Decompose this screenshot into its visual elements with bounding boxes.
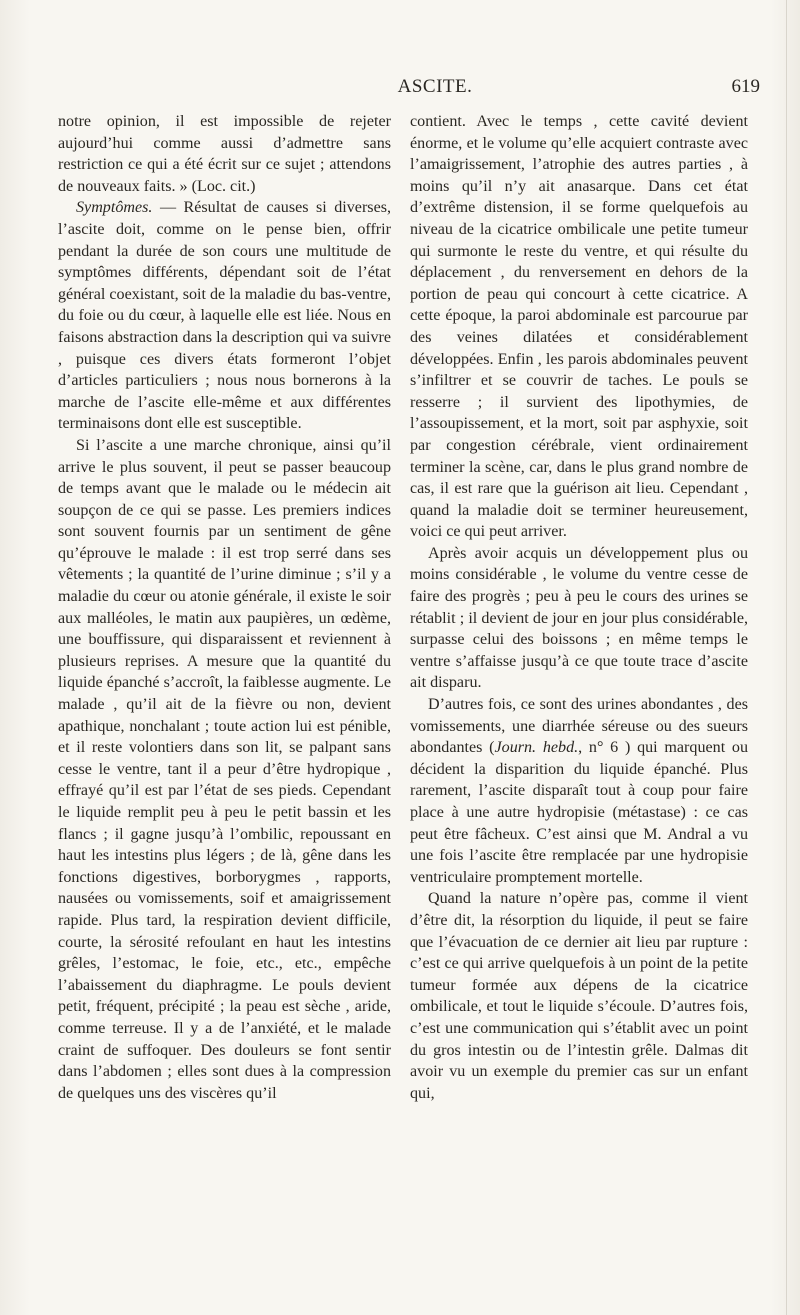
right-column [410,111,748,1104]
citation: Journ. hebd. [494,739,579,757]
paragraph: Quand la nature n’opère pas, comme il vient d’être dit, la résorption du liquide, il peut se faire que l’évacuation de ce dernier ait lieu par rupture : c’est ce qui arrive quelquefois à un point de la petite tumeur formée aux dépens de la cicatrice ombilicale, et tout le liquide s’écoule. D’autres fois, c’est une communication qui s’établit avec un point du gros intestin ou de l’intestin grêle. Dalmas dit avoir vu un exemple du premier cas sur un enfant qui, [410,890,748,1102]
paragraph-text: D’autres fois, ce sont des urines abondantes , des vomissements, une diarrhée séreuse ou des sueurs abondantes ( [410,696,748,757]
section-label: Symptômes. [76,199,153,217]
paragraph: notre opinion, il est impossible de rejeter aujourd’hui comme aussi d’admettre sans restriction ce qui a été écrit sur ce sujet ; attendons de nouveaux faits. » (Loc. cit.) [58,113,391,195]
paragraph: contient. Avec le temps , cette cavité devient énorme, et le volume qu’elle acquiert contraste avec l’amaigrissement, l’atrophie des autres parties , à moins qu’il n’y ait anasarque. Dans cet état d’extrême distension, il se forme quelquefois au niveau de la cicatrice ombilicale une petite tumeur qui surmonte le reste du ventre, et qui résulte du déplacement , du renversement en dehors de la portion de peau qui concourt à cette cicatrice. A cette époque, la paroi abdominale est parcourue par des veines dilatées et considérablement développées. Enfin , les parois abdominales peuvent s’infiltrer et se couvrir de taches. Le pouls se resserre ; il survient des lipothymies, de l’assoupissement, et la mort, soit par asphyxie, soit par congestion cérébrale, vient ordinairement terminer la scène, car, dans le plus grand nombre de cas, il est rare que la guérison ait lieu. Cependant , quand la maladie doit se terminer heureusement, voici ce qui peut arriver. [410,113,748,541]
paragraph-symptoms [58,197,391,435]
paragraph: Si l’ascite a une marche chronique, ainsi qu’il arrive le plus souvent, il peut se passer beaucoup de temps avant que le malade ou le médecin ait soupçon de ce qui se passe. Les premiers indices sont souvent fournis par un sentiment de gêne qu’éprouve le malade : il est trop serré dans ses vêtements ; la quantité de l’urine diminue ; s’il y a maladie du cœur ou atonie générale, il existe le soir aux malléoles, le matin aux paupières, un œdème, une bouffissure, qui disparaissent et reviennent à plusieurs reprises. A mesure que la quantité du liquide épanché s’accroît, la faiblesse augmente. Le malade , qu’il ait de la fièvre ou non, devient apathique, nonchalant ; toute action lui est pénible, et il reste volontiers dans son lit, se palpant sans cesse le ventre, tant il a peur d’être hydropique , effrayé qu’il est par l’état de ses pieds. Cependant le liquide remplit peu à peu le petit bassin et les flancs ; il gagne jusqu’à l’ombilic, repoussant en haut les intestins plus légers ; de là, gêne dans les fonctions digestives, borborygmes , rapports, nausées ou vomissements, soif et amaigrissement rapide. Plus tard, la respiration devient difficile, courte, la sérosité refoulant en haut les intestins grêles, l’estomac, le foie, etc., etc., empêche l’abaissement du diaphragme. Le pouls devient petit, fréquent, précipité ; la peau est sèche , aride, comme terreuse. Il y a de l’anxiété, et le malade craint de suffoquer. Des douleurs se font sentir dans l’abdomen ; elles sont dues à la compression de quelques uns des viscères qu’il [58,436,391,1102]
page-number: 619 [731,76,760,97]
left-column [58,111,391,1104]
paragraph-text: , n° 6 ) qui marquent ou décident la disparition du liquide épanché. Plus rarement, l’ascite disparaît tout à coup pour faire place à une autre hydropisie (métastase) : ce cas peut être fâcheux. C’est ainsi que M. Andral a vu une fois l’ascite être remplacée par une hydropisie ventriculaire promptement mortelle. [410,739,749,886]
paragraph: Après avoir acquis un développement plus ou moins considérable , le volume du ventre cesse de faire des progrès ; peu à peu le cours des urines se rétablit ; il devient de jour en jour plus considérable, surpasse celui des boissons ; en même temps le ventre s’affaisse jusqu’à ce que toute trace d’ascite ait disparu. [410,544,748,692]
page-edge-line [786,0,787,1315]
running-head: ASCITE. [397,76,473,97]
paragraph-text: — Résultat de causes si diverses, l’ascite doit, comme on le pense bien, offrir pendant la durée de son cours une multitude de symptômes différents, dépendant soit de l’état général coexistant, soit de la maladie du bas-ventre, du foie ou du cœur, à laquelle elle est liée. Nous en faisons abstraction dans la description qui va suivre , puisque ces divers états formeront l’objet d’articles particuliers ; nous nous bornerons à la marche de l’ascite elle-même et aux différentes terminaisons dont elle est susceptible. [58,199,391,433]
paragraph-with-citation [410,694,748,888]
page-header [90,76,780,100]
